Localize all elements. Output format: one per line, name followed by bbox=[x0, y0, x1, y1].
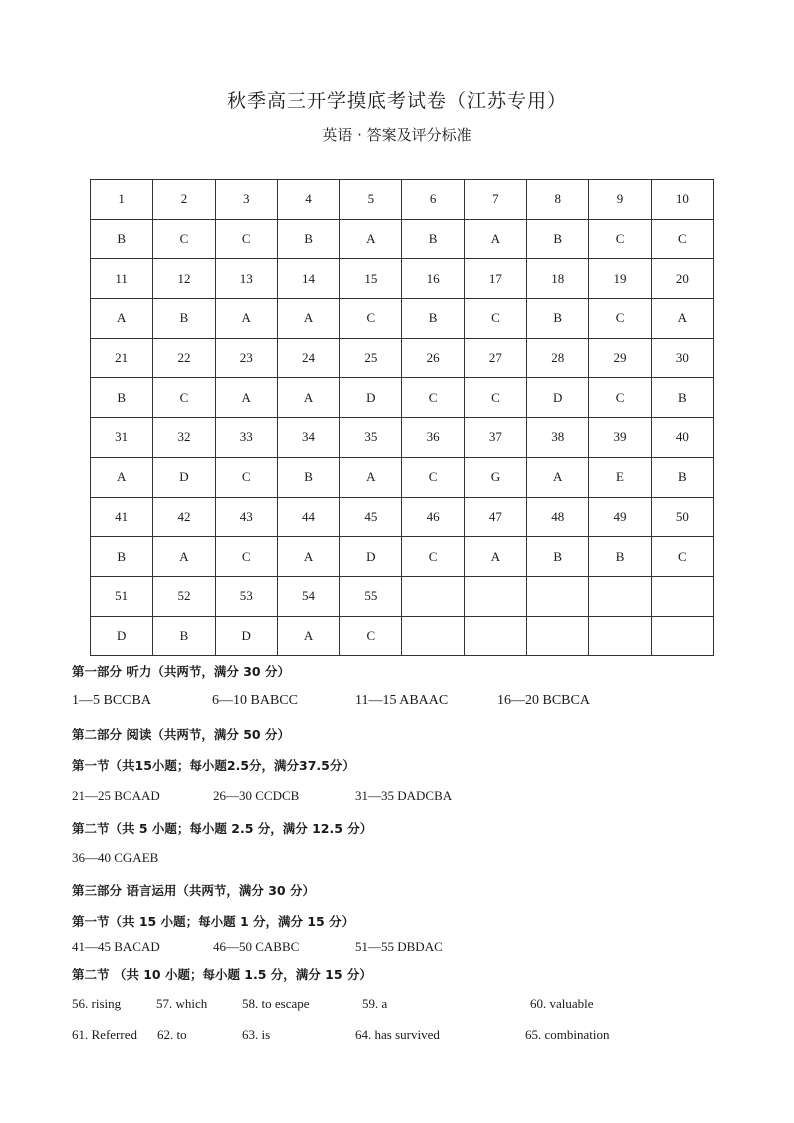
answer-group: 6—10 BABCC bbox=[212, 693, 298, 708]
question-number-cell: 20 bbox=[651, 259, 713, 299]
question-number-cell: 45 bbox=[340, 497, 402, 537]
answer-letter-cell: C bbox=[215, 219, 277, 259]
answer-letter-cell: C bbox=[589, 219, 651, 259]
question-number-cell: 13 bbox=[215, 259, 277, 299]
question-number-cell: 49 bbox=[589, 497, 651, 537]
question-number-cell: 33 bbox=[215, 418, 277, 458]
answer-letter-cell: C bbox=[464, 299, 526, 339]
question-number-cell: 54 bbox=[277, 576, 339, 616]
answer-letter-cell bbox=[527, 616, 589, 656]
question-number-cell bbox=[651, 576, 713, 616]
question-number-cell: 24 bbox=[277, 338, 339, 378]
answer-letter-cell: B bbox=[91, 378, 153, 418]
answer-letter-cell: A bbox=[464, 537, 526, 577]
question-number-cell: 22 bbox=[153, 338, 215, 378]
answer-letter-cell: A bbox=[91, 299, 153, 339]
question-number-cell: 16 bbox=[402, 259, 464, 299]
answer-letter-row bbox=[91, 537, 714, 577]
answer-letter-cell: D bbox=[91, 616, 153, 656]
question-number-cell: 14 bbox=[277, 259, 339, 299]
answer-letter-cell: B bbox=[527, 537, 589, 577]
question-number-cell bbox=[464, 576, 526, 616]
answer-group: 21—25 BCAAD bbox=[72, 788, 160, 803]
question-number-cell: 42 bbox=[153, 497, 215, 537]
question-number-cell: 36 bbox=[402, 418, 464, 458]
answer-letter-row bbox=[91, 457, 714, 497]
blank-answer: 59. a bbox=[362, 996, 388, 1011]
blank-answer: 56. rising bbox=[72, 996, 122, 1011]
question-number-row bbox=[91, 259, 714, 299]
answer-letter-row bbox=[91, 299, 714, 339]
answer-group: 41—45 BACAD bbox=[72, 939, 160, 954]
part2-section2-heading: 第二节（共 5 小题；每小题 2.5 分，满分 12.5 分） bbox=[72, 821, 373, 836]
answer-letter-cell: A bbox=[527, 457, 589, 497]
question-number-cell: 34 bbox=[277, 418, 339, 458]
question-number-cell: 10 bbox=[651, 180, 713, 220]
answer-letter-cell: D bbox=[340, 378, 402, 418]
question-number-cell: 28 bbox=[527, 338, 589, 378]
question-number-cell: 12 bbox=[153, 259, 215, 299]
question-number-cell: 3 bbox=[215, 180, 277, 220]
question-number-cell bbox=[589, 576, 651, 616]
answer-letter-cell: C bbox=[589, 299, 651, 339]
answer-letter-cell: A bbox=[340, 219, 402, 259]
question-number-cell: 15 bbox=[340, 259, 402, 299]
question-number-cell: 5 bbox=[340, 180, 402, 220]
answer-letter-cell: A bbox=[340, 457, 402, 497]
question-number-cell: 17 bbox=[464, 259, 526, 299]
answer-letter-cell: B bbox=[153, 616, 215, 656]
question-number-cell: 46 bbox=[402, 497, 464, 537]
question-number-cell: 31 bbox=[91, 418, 153, 458]
answer-letter-cell: D bbox=[215, 616, 277, 656]
answer-letter-cell: A bbox=[464, 219, 526, 259]
answer-letter-cell: B bbox=[153, 299, 215, 339]
document-subtitle: 英语 · 答案及评分标准 bbox=[322, 126, 472, 144]
question-number-cell: 48 bbox=[527, 497, 589, 537]
answer-letter-cell: B bbox=[277, 457, 339, 497]
question-number-cell: 50 bbox=[651, 497, 713, 537]
question-number-cell: 43 bbox=[215, 497, 277, 537]
answer-letter-cell: B bbox=[527, 299, 589, 339]
answer-group: 36—40 CGAEB bbox=[72, 850, 159, 865]
answer-letter-cell: A bbox=[277, 616, 339, 656]
answer-letter-cell: G bbox=[464, 457, 526, 497]
blank-answer: 62. to bbox=[157, 1027, 187, 1042]
part3-section1-heading: 第一节（共 15 小题；每小题 1 分，满分 15 分） bbox=[72, 914, 355, 929]
blank-answer: 61. Referred bbox=[72, 1027, 137, 1042]
answer-letter-cell: D bbox=[153, 457, 215, 497]
answer-letter-cell: D bbox=[527, 378, 589, 418]
answer-letter-cell: C bbox=[651, 537, 713, 577]
answer-table bbox=[90, 179, 714, 656]
answer-letter-cell: B bbox=[91, 219, 153, 259]
answer-letter-cell bbox=[589, 616, 651, 656]
question-number-cell: 39 bbox=[589, 418, 651, 458]
answer-letter-cell: C bbox=[215, 457, 277, 497]
answer-letter-cell: A bbox=[277, 378, 339, 418]
answer-group: 1—5 BCCBA bbox=[72, 693, 151, 708]
answer-letter-cell: A bbox=[215, 378, 277, 418]
answer-letter-cell: A bbox=[277, 537, 339, 577]
answer-letter-row bbox=[91, 616, 714, 656]
question-number-cell: 6 bbox=[402, 180, 464, 220]
question-number-cell: 4 bbox=[277, 180, 339, 220]
question-number-cell: 11 bbox=[91, 259, 153, 299]
answer-letter-cell: A bbox=[215, 299, 277, 339]
answer-letter-cell: D bbox=[340, 537, 402, 577]
question-number-cell: 41 bbox=[91, 497, 153, 537]
question-number-cell: 55 bbox=[340, 576, 402, 616]
question-number-cell: 19 bbox=[589, 259, 651, 299]
blank-answer: 60. valuable bbox=[530, 996, 594, 1011]
question-number-cell: 8 bbox=[527, 180, 589, 220]
answer-letter-cell: A bbox=[277, 299, 339, 339]
part3-heading: 第三部分 语言运用（共两节，满分 30 分） bbox=[72, 883, 315, 898]
answer-letter-cell: A bbox=[153, 537, 215, 577]
answer-letter-cell: B bbox=[402, 219, 464, 259]
blank-answer: 65. combination bbox=[525, 1027, 610, 1042]
part1-heading: 第一部分 听力（共两节，满分 30 分） bbox=[72, 664, 290, 679]
answer-letter-cell bbox=[464, 616, 526, 656]
answer-letter-cell: A bbox=[91, 457, 153, 497]
answer-letter-cell: B bbox=[91, 537, 153, 577]
answer-group: 46—50 CABBC bbox=[213, 939, 300, 954]
question-number-cell: 18 bbox=[527, 259, 589, 299]
answer-letter-cell: B bbox=[402, 299, 464, 339]
question-number-cell: 2 bbox=[153, 180, 215, 220]
blank-answer: 57. which bbox=[156, 996, 208, 1011]
answer-letter-cell: B bbox=[527, 219, 589, 259]
answer-letter-cell: C bbox=[651, 219, 713, 259]
question-number-cell: 23 bbox=[215, 338, 277, 378]
answer-group: 51—55 DBDAC bbox=[355, 939, 443, 954]
question-number-cell: 9 bbox=[589, 180, 651, 220]
blank-answer: 63. is bbox=[242, 1027, 271, 1042]
question-number-cell: 40 bbox=[651, 418, 713, 458]
answer-letter-cell: C bbox=[589, 378, 651, 418]
answer-letter-cell: E bbox=[589, 457, 651, 497]
answer-letter-cell: C bbox=[153, 219, 215, 259]
question-number-cell: 53 bbox=[215, 576, 277, 616]
answer-group: 16—20 BCBCA bbox=[497, 693, 590, 708]
question-number-cell: 52 bbox=[153, 576, 215, 616]
answer-group: 31—35 DADCBA bbox=[355, 788, 453, 803]
question-number-cell: 7 bbox=[464, 180, 526, 220]
question-number-cell: 38 bbox=[527, 418, 589, 458]
question-number-cell: 29 bbox=[589, 338, 651, 378]
question-number-cell: 47 bbox=[464, 497, 526, 537]
question-number-row bbox=[91, 180, 714, 220]
question-number-cell: 37 bbox=[464, 418, 526, 458]
question-number-row bbox=[91, 497, 714, 537]
question-number-row bbox=[91, 576, 714, 616]
question-number-cell: 32 bbox=[153, 418, 215, 458]
question-number-row bbox=[91, 338, 714, 378]
answer-letter-cell: B bbox=[589, 537, 651, 577]
answer-group: 26—30 CCDCB bbox=[213, 788, 300, 803]
answer-letter-cell: A bbox=[651, 299, 713, 339]
question-number-cell bbox=[402, 576, 464, 616]
answer-letter-cell: C bbox=[215, 537, 277, 577]
answer-letter-cell: C bbox=[340, 299, 402, 339]
answer-letter-cell: C bbox=[340, 616, 402, 656]
answer-group: 11—15 ABAAC bbox=[355, 693, 449, 708]
part2-section1-heading: 第一节（共15小题；每小题2.5分，满分37.5分） bbox=[72, 758, 355, 773]
question-number-cell: 1 bbox=[91, 180, 153, 220]
part2-heading: 第二部分 阅读（共两节，满分 50 分） bbox=[72, 727, 290, 742]
question-number-row bbox=[91, 418, 714, 458]
document-title: 秋季高三开学摸底考试卷（江苏专用） bbox=[226, 90, 567, 112]
answer-letter-row bbox=[91, 378, 714, 418]
question-number-cell: 35 bbox=[340, 418, 402, 458]
answer-letter-cell: B bbox=[651, 378, 713, 418]
answer-letter-cell: B bbox=[277, 219, 339, 259]
answer-letter-cell: C bbox=[464, 378, 526, 418]
answer-letter-cell: C bbox=[153, 378, 215, 418]
question-number-cell: 30 bbox=[651, 338, 713, 378]
answer-letter-cell: C bbox=[402, 457, 464, 497]
question-number-cell: 21 bbox=[91, 338, 153, 378]
question-number-cell: 51 bbox=[91, 576, 153, 616]
answer-letter-cell bbox=[651, 616, 713, 656]
answer-letter-cell bbox=[402, 616, 464, 656]
part3-section2-heading: 第二节 （共 10 小题；每小题 1.5 分，满分 15 分） bbox=[72, 967, 372, 982]
question-number-cell: 27 bbox=[464, 338, 526, 378]
blank-answer: 58. to escape bbox=[242, 996, 310, 1011]
answer-letter-cell: C bbox=[402, 537, 464, 577]
answer-letter-row bbox=[91, 219, 714, 259]
question-number-cell: 26 bbox=[402, 338, 464, 378]
question-number-cell bbox=[527, 576, 589, 616]
question-number-cell: 25 bbox=[340, 338, 402, 378]
blank-answer: 64. has survived bbox=[355, 1027, 440, 1042]
question-number-cell: 44 bbox=[277, 497, 339, 537]
answer-letter-cell: C bbox=[402, 378, 464, 418]
answer-letter-cell: B bbox=[651, 457, 713, 497]
